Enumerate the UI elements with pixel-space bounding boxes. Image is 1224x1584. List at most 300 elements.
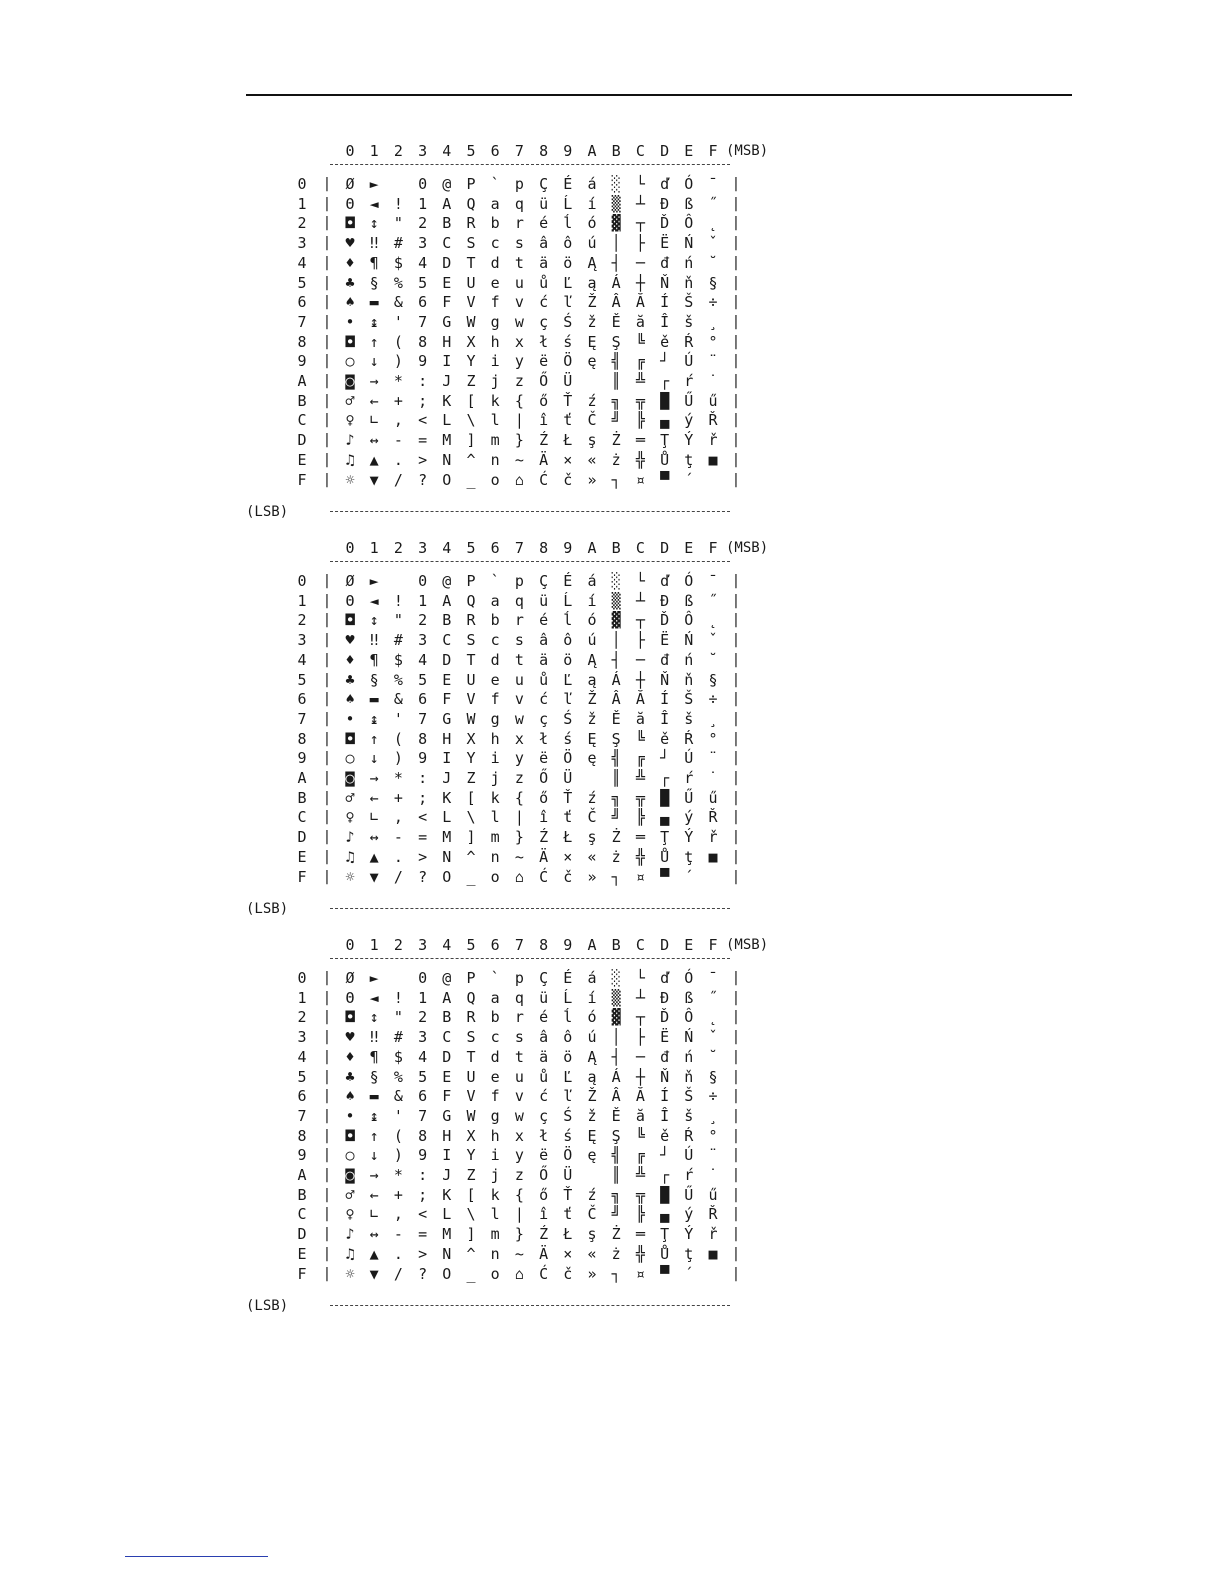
table-cell: V: [466, 293, 476, 312]
table-cell: N: [442, 1244, 452, 1263]
table-cell: Z: [466, 372, 476, 390]
table-cell: =: [418, 828, 428, 847]
table-cell: │: [611, 1028, 621, 1047]
table-cell: L: [442, 808, 452, 827]
table-cell: đ: [660, 650, 670, 669]
row-label: 4: [297, 253, 307, 272]
table-cell: T: [466, 253, 476, 272]
table-cell: ┐: [611, 867, 621, 886]
table-cell: ╚: [635, 332, 645, 351]
table-cell: Ö: [563, 749, 573, 768]
table-cell: ◘: [345, 1126, 355, 1145]
table-cell: ─: [635, 1047, 645, 1066]
table-cell: Ő: [539, 769, 549, 787]
table-cell: «: [587, 847, 597, 866]
table-cell: ╩: [635, 769, 645, 787]
row-separator: |: [322, 1167, 332, 1183]
table-cell: ^: [466, 847, 476, 866]
table-cell: Â: [611, 293, 621, 312]
table-cell: _: [466, 1264, 476, 1283]
row-end-separator: |: [731, 392, 741, 409]
table-cell: ╬: [635, 1244, 645, 1263]
table-cell: K: [442, 1185, 452, 1204]
table-cell: í: [587, 194, 597, 213]
table-cell: W: [466, 709, 476, 728]
row-end-separator: |: [731, 353, 741, 370]
code-table-1: [246, 140, 806, 520]
column-header: A: [587, 539, 597, 557]
table-cell: 7: [418, 312, 428, 331]
table-cell: w: [514, 709, 524, 728]
table-cell: Ů: [660, 450, 670, 469]
table-cell: ć: [539, 293, 549, 312]
row-separator: |: [322, 789, 332, 806]
table-cell: ▒: [611, 988, 621, 1007]
table-cell: o: [490, 867, 500, 886]
table-cell: s: [514, 631, 524, 650]
table-cell: Đ: [660, 988, 670, 1007]
table-cell: ˙: [708, 372, 718, 390]
table-cell: ↓: [369, 749, 379, 768]
table-cell: ♠: [345, 1087, 355, 1106]
table-cell: e: [490, 273, 500, 292]
table-cell: █: [660, 1185, 670, 1204]
table-cell: ├: [635, 234, 645, 253]
table-cell: ╔: [635, 749, 645, 768]
column-header: C: [635, 936, 645, 954]
table-cell: i: [490, 749, 500, 768]
table-cell: ╠: [635, 1205, 645, 1224]
table-cell: ß: [684, 194, 694, 213]
table-cell: :: [418, 769, 428, 787]
table-cell: ţ: [684, 450, 694, 469]
table-cell: @: [442, 572, 452, 590]
row-label: 2: [297, 1008, 307, 1027]
row-label: 1: [297, 591, 307, 610]
table-cell: Š: [684, 1087, 694, 1106]
table-cell: j: [490, 769, 500, 787]
row-label: E: [297, 1244, 307, 1263]
table-cell: ă: [635, 312, 645, 331]
table-cell: ´: [684, 867, 694, 886]
table-cell: Ł: [563, 1225, 573, 1244]
table-cell: ↔: [369, 828, 379, 847]
table-cell: ╩: [635, 1166, 645, 1184]
row-label: 7: [297, 1106, 307, 1125]
table-cell: ¤: [635, 867, 645, 886]
table-cell: <: [418, 1205, 428, 1224]
table-cell: \: [466, 808, 476, 827]
row-label: 4: [297, 1047, 307, 1066]
table-cell: !: [393, 988, 403, 1007]
footer-dashed-rule: [330, 908, 730, 909]
table-cell: *: [393, 1166, 403, 1184]
row-end-separator: |: [731, 573, 741, 589]
row-separator: |: [322, 432, 332, 449]
table-cell: Ý: [684, 431, 694, 450]
table-cell: o: [490, 1264, 500, 1283]
column-header: 3: [418, 539, 428, 557]
footer-dashed-rule: [330, 511, 730, 512]
table-cell: ▓: [611, 214, 621, 233]
table-cell: Â: [611, 690, 621, 709]
table-cell: «: [587, 1244, 597, 1263]
table-cell: u: [514, 1067, 524, 1086]
table-cell: •: [345, 709, 355, 728]
table-cell: C: [442, 1028, 452, 1047]
table-cell: }: [514, 431, 524, 450]
table-cell: ◙: [345, 769, 355, 787]
table-cell: q: [514, 194, 524, 213]
table-cell: ▲: [369, 847, 379, 866]
table-cell: q: [514, 988, 524, 1007]
table-cell: ∟: [369, 411, 379, 430]
table-cell: M: [442, 431, 452, 450]
table-cell: Ą: [587, 1047, 597, 1066]
row-label: B: [297, 1185, 307, 1204]
table-cell: ■: [708, 1244, 718, 1263]
table-cell: ♦: [345, 650, 355, 669]
table-cell: ş: [587, 431, 597, 450]
row-end-separator: |: [731, 1009, 741, 1026]
table-cell: š: [684, 709, 694, 728]
table-cell: Ŕ: [684, 1126, 694, 1145]
table-cell: ş: [587, 828, 597, 847]
table-cell: ň: [684, 1067, 694, 1086]
row-label: 7: [297, 709, 307, 728]
table-cell: Ś: [563, 1106, 573, 1125]
table-cell: ⌂: [514, 1264, 524, 1283]
table-cell: ┤: [611, 253, 621, 272]
table-cell: ▀: [660, 470, 670, 489]
table-cell: ă: [635, 709, 645, 728]
table-cell: 4: [418, 1047, 428, 1066]
table-cell: ╩: [635, 372, 645, 390]
table-cell: $: [393, 1047, 403, 1066]
table-cell: ü: [539, 988, 549, 1007]
table-cell: Ą: [587, 650, 597, 669]
table-cell: Ó: [684, 572, 694, 590]
table-cell: Đ: [660, 194, 670, 213]
table-cell: c: [490, 631, 500, 650]
row-separator: |: [322, 989, 332, 1006]
table-cell: ź: [587, 1185, 597, 1204]
table-cell: ~: [514, 450, 524, 469]
table-cell: Q: [466, 194, 476, 213]
column-header: 1: [369, 936, 379, 954]
table-cell: ô: [563, 1028, 573, 1047]
table-cell: Θ: [345, 591, 355, 610]
column-header: 7: [514, 539, 524, 557]
table-cell: ): [393, 352, 403, 371]
table-cell: ▲: [369, 450, 379, 469]
table-cell: Ú: [684, 749, 694, 768]
table-cell: ß: [684, 591, 694, 610]
footer-dashed-rule: [330, 1305, 730, 1306]
table-cell: f: [490, 690, 500, 709]
table-cell: R: [466, 1008, 476, 1027]
table-cell: ♣: [345, 1067, 355, 1086]
table-cell: ►: [369, 572, 379, 590]
table-cell: ¨: [708, 749, 718, 768]
table-cell: Ľ: [563, 670, 573, 689]
row-separator: |: [322, 770, 332, 786]
column-header: B: [611, 539, 621, 557]
table-cell: ˛: [708, 1008, 718, 1027]
table-cell: ┴: [635, 194, 645, 213]
table-cell: ‼: [369, 631, 379, 650]
table-cell: č: [563, 867, 573, 886]
row-label: B: [297, 788, 307, 807]
table-cell: ś: [563, 729, 573, 748]
table-cell: ┘: [660, 352, 670, 371]
table-cell: Á: [611, 670, 621, 689]
table-cell: Ô: [684, 1008, 694, 1027]
table-cell: ♪: [345, 1225, 355, 1244]
column-header: 5: [466, 936, 476, 954]
table-cell: /: [393, 470, 403, 489]
table-cell: ó: [587, 214, 597, 233]
column-header: 9: [563, 539, 573, 557]
table-cell: í: [587, 988, 597, 1007]
table-cell: Ű: [684, 788, 694, 807]
table-cell: ď: [660, 175, 670, 193]
table-cell: ÷: [708, 690, 718, 709]
table-cell: X: [466, 729, 476, 748]
table-cell: Ü: [563, 769, 573, 787]
table-cell: ť: [563, 808, 573, 827]
table-cell: ľ: [563, 690, 573, 709]
table-cell: ó: [587, 1008, 597, 1027]
table-cell: Ľ: [563, 1067, 573, 1086]
table-cell: k: [490, 391, 500, 410]
table-cell: g: [490, 1106, 500, 1125]
table-cell: (: [393, 1126, 403, 1145]
table-cell: │: [611, 631, 621, 650]
table-cell: ♦: [345, 1047, 355, 1066]
table-cell: ¸: [708, 312, 718, 331]
table-cell: ┬: [635, 611, 645, 630]
table-cell: G: [442, 312, 452, 331]
row-separator: |: [322, 373, 332, 389]
column-header: A: [587, 142, 597, 160]
table-cell: Ő: [539, 1166, 549, 1184]
row-separator: |: [322, 1206, 332, 1223]
table-cell: ═: [635, 431, 645, 450]
table-cell: ╠: [635, 808, 645, 827]
table-cell: ): [393, 1146, 403, 1165]
table-cell: Ü: [563, 372, 573, 390]
table-cell: >: [418, 847, 428, 866]
table-cell: ←: [369, 788, 379, 807]
table-cell: ˛: [708, 611, 718, 630]
table-cell: m: [490, 1225, 500, 1244]
row-label: 9: [297, 749, 307, 768]
row-separator: |: [322, 573, 332, 589]
table-cell: V: [466, 690, 476, 709]
table-cell: I: [442, 749, 452, 768]
row-end-separator: |: [731, 1088, 741, 1105]
row-label: 3: [297, 631, 307, 650]
table-cell: °: [708, 332, 718, 351]
table-cell: 1: [418, 591, 428, 610]
row-separator: |: [322, 1147, 332, 1164]
row-separator: |: [322, 730, 332, 747]
table-cell: │: [611, 234, 621, 253]
row-label: B: [297, 391, 307, 410]
table-cell: ľ: [563, 293, 573, 312]
table-cell: î: [539, 1205, 549, 1224]
table-cell: Í: [660, 293, 670, 312]
msb-label: (MSB): [726, 143, 769, 159]
table-cell: Z: [466, 769, 476, 787]
table-cell: Ţ: [660, 828, 670, 847]
table-cell: ˘: [708, 650, 718, 669]
table-cell: i: [490, 352, 500, 371]
column-header: 4: [442, 142, 452, 160]
table-cell: Ą: [587, 253, 597, 272]
table-cell: Ø: [345, 175, 355, 193]
row-label: F: [297, 867, 307, 886]
table-cell: ■: [708, 847, 718, 866]
table-cell: N: [442, 847, 452, 866]
table-cell: Ô: [684, 611, 694, 630]
table-cell: P: [466, 572, 476, 590]
table-cell: ;: [418, 1185, 428, 1204]
table-cell: 3: [418, 1028, 428, 1047]
table-cell: +: [393, 788, 403, 807]
table-cell: Ł: [563, 828, 573, 847]
row-label: 8: [297, 332, 307, 351]
column-header: D: [660, 142, 670, 160]
table-cell: Ń: [684, 631, 694, 650]
table-cell: ├: [635, 1028, 645, 1047]
table-cell: ˝: [708, 988, 718, 1007]
table-cell: Ł: [563, 431, 573, 450]
table-cell: Ţ: [660, 1225, 670, 1244]
table-cell: ]: [466, 431, 476, 450]
row-separator: |: [322, 1107, 332, 1124]
table-cell: ": [393, 1008, 403, 1027]
column-header: F: [708, 142, 718, 160]
row-label: 5: [297, 273, 307, 292]
table-cell: ń: [684, 650, 694, 669]
row-separator: |: [322, 1068, 332, 1085]
table-cell: \: [466, 411, 476, 430]
table-cell: Ň: [660, 670, 670, 689]
table-cell: D: [442, 253, 452, 272]
table-cell: ˙: [708, 769, 718, 787]
table-cell: Ě: [611, 1106, 621, 1125]
table-cell: +: [393, 391, 403, 410]
table-cell: ř: [708, 1225, 718, 1244]
table-cell: Ś: [563, 709, 573, 728]
table-cell: ¸: [708, 1106, 718, 1125]
table-cell: S: [466, 234, 476, 253]
table-cell: ▬: [369, 690, 379, 709]
table-cell: ú: [587, 631, 597, 650]
table-cell: Ż: [611, 431, 621, 450]
table-cell: ░: [611, 175, 621, 193]
table-cell: á: [587, 175, 597, 193]
table-cell: ↨: [369, 709, 379, 728]
table-cell: H: [442, 1126, 452, 1145]
row-label: 6: [297, 1087, 307, 1106]
table-cell: c: [490, 1028, 500, 1047]
table-cell: č: [563, 1264, 573, 1283]
column-header: C: [635, 539, 645, 557]
table-cell: ű: [708, 788, 718, 807]
table-cell: ^: [466, 1244, 476, 1263]
table-cell: h: [490, 1126, 500, 1145]
table-cell: 2: [418, 611, 428, 630]
table-cell: ╝: [611, 411, 621, 430]
table-cell: >: [418, 1244, 428, 1263]
table-cell: ,: [393, 411, 403, 430]
table-cell: z: [514, 372, 524, 390]
row-separator: |: [322, 274, 332, 291]
row-end-separator: |: [731, 471, 741, 488]
table-cell: Ę: [587, 332, 597, 351]
table-cell: ♀: [345, 1205, 355, 1224]
table-cell: z: [514, 1166, 524, 1184]
table-cell: 3: [418, 234, 428, 253]
row-end-separator: |: [731, 432, 741, 449]
table-cell: ň: [684, 670, 694, 689]
table-cell: ♥: [345, 234, 355, 253]
table-cell: Y: [466, 352, 476, 371]
table-cell: ů: [539, 1067, 549, 1086]
table-cell: Ö: [563, 352, 573, 371]
header-dashed-rule: [330, 958, 730, 959]
table-cell: ‼: [369, 1028, 379, 1047]
row-end-separator: |: [731, 970, 741, 986]
table-cell: ¸: [708, 709, 718, 728]
table-cell: É: [563, 572, 573, 590]
table-cell: é: [539, 1008, 549, 1027]
table-cell: k: [490, 1185, 500, 1204]
table-cell: d: [490, 253, 500, 272]
row-separator: |: [322, 1009, 332, 1026]
table-cell: ń: [684, 253, 694, 272]
footer-rule: [125, 1556, 268, 1557]
column-header: 0: [345, 539, 355, 557]
table-cell: Ů: [660, 847, 670, 866]
table-cell: L: [442, 411, 452, 430]
table-cell: ¯: [708, 175, 718, 193]
table-cell: |: [514, 808, 524, 827]
table-cell: R: [466, 611, 476, 630]
table-cell: %: [393, 1067, 403, 1086]
table-cell: ô: [563, 234, 573, 253]
row-label: 3: [297, 1028, 307, 1047]
table-cell: ╣: [611, 1146, 621, 1165]
table-cell: H: [442, 729, 452, 748]
table-cell: Θ: [345, 194, 355, 213]
table-cell: 7: [418, 709, 428, 728]
table-cell: ţ: [684, 1244, 694, 1263]
row-label: A: [297, 769, 307, 787]
row-separator: |: [322, 868, 332, 885]
table-cell: X: [466, 332, 476, 351]
table-cell: ő: [539, 1185, 549, 1204]
table-cell: P: [466, 175, 476, 193]
table-cell: Ě: [611, 312, 621, 331]
table-cell: Ĺ: [563, 591, 573, 610]
table-cell: ą: [587, 1067, 597, 1086]
table-cell: Ø: [345, 572, 355, 590]
table-cell: v: [514, 690, 524, 709]
